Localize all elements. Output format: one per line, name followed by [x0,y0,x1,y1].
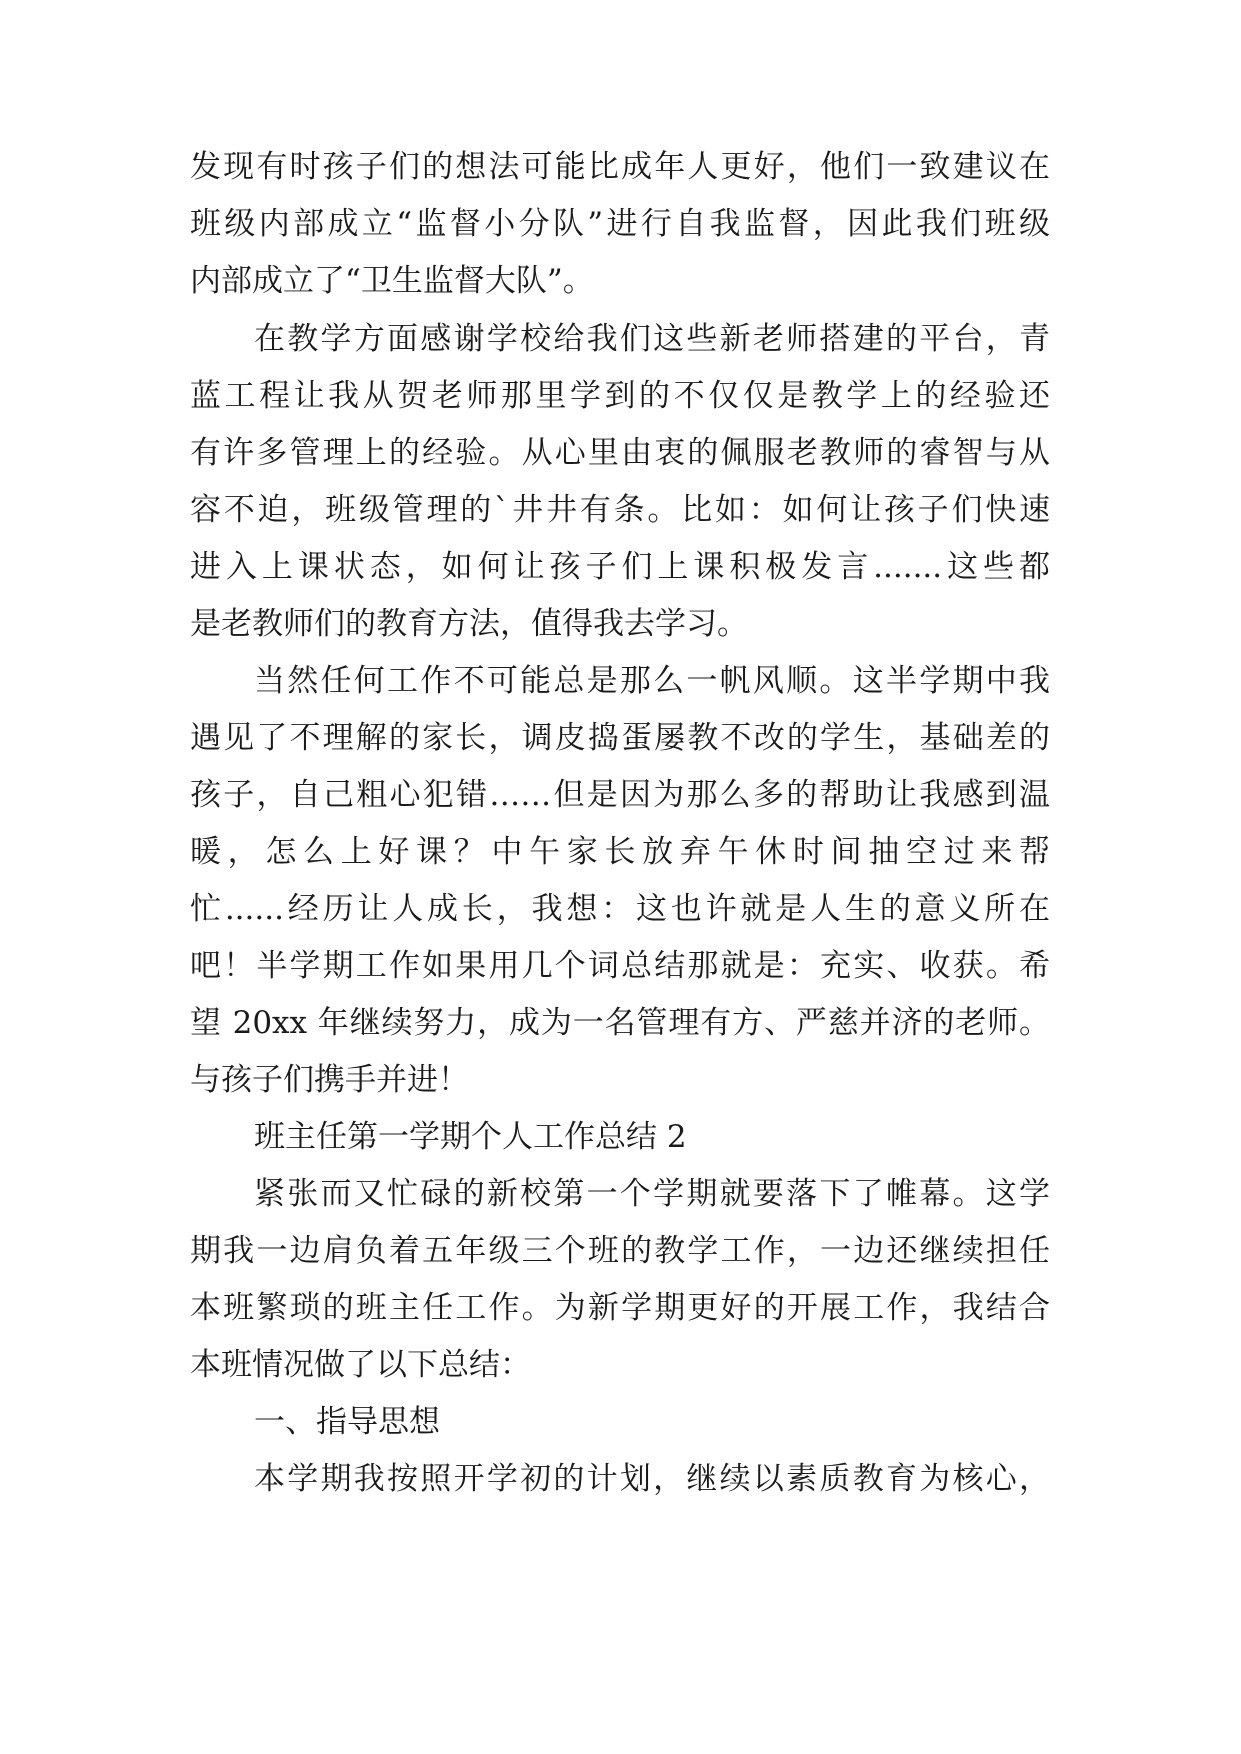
subsection-heading: 一、指导思想 [254,1404,440,1440]
text-line: 孩子，自己粗心犯错……但是因为那么多的帮助让我感到温 [190,777,1050,813]
text-line: 遇见了不理解的家长，调皮捣蛋屡教不改的学生，基础差的 [190,720,1050,756]
text-line: 发现有时孩子们的想法可能比成年人更好，他们一致建议在 [190,149,1050,185]
section-title: 班主任第一学期个人工作总结 2 [254,1119,687,1155]
text-line: 本班繁琐的班主任工作。为新学期更好的开展工作，我结合 [190,1290,1050,1326]
text-line: 与孩子们携手并进！ [190,1062,469,1098]
text-line: 暖，怎么上好课？中午家长放弃午休时间抽空过来帮 [190,834,1050,870]
text-line: 本班情况做了以下总结： [190,1347,531,1383]
text-line: 望 20xx 年继续努力，成为一名管理有方、严慈并济的老师。 [190,1005,1050,1041]
text-line: 容不迫，班级管理的`井井有条。比如：如何让孩子们快速 [190,492,1050,528]
text-line: 吧！半学期工作如果用几个词总结那就是：充实、收获。希 [190,948,1050,984]
text-line: 是老教师们的教育方法，值得我去学习。 [190,606,748,642]
text-line: 进入上课状态，如何让孩子们上课积极发言.......这些都 [190,549,1050,585]
paragraph-start-line: 本学期我按照开学初的计划，继续以素质教育为核心， [254,1461,1050,1497]
text-line: 有许多管理上的经验。从心里由衷的佩服老教师的睿智与从 [190,435,1050,471]
text-line: 内部成立了“卫生监督大队”。 [190,263,594,299]
text-line: 班级内部成立“监督小分队”进行自我监督，因此我们班级 [190,206,1050,242]
paragraph-start-line: 在教学方面感谢学校给我们这些新老师搭建的平台，青 [254,321,1050,357]
text-line: 蓝工程让我从贺老师那里学到的不仅仅是教学上的经验还 [190,378,1050,414]
paragraph-start-line: 当然任何工作不可能总是那么一帆风顺。这半学期中我 [254,663,1050,699]
text-line: 期我一边肩负着五年级三个班的教学工作，一边还继续担任 [190,1233,1050,1269]
text-line: 忙......经历让人成长，我想：这也许就是人生的意义所在 [190,891,1050,927]
paragraph-start-line: 紧张而又忙碌的新校第一个学期就要落下了帷幕。这学 [254,1176,1050,1212]
